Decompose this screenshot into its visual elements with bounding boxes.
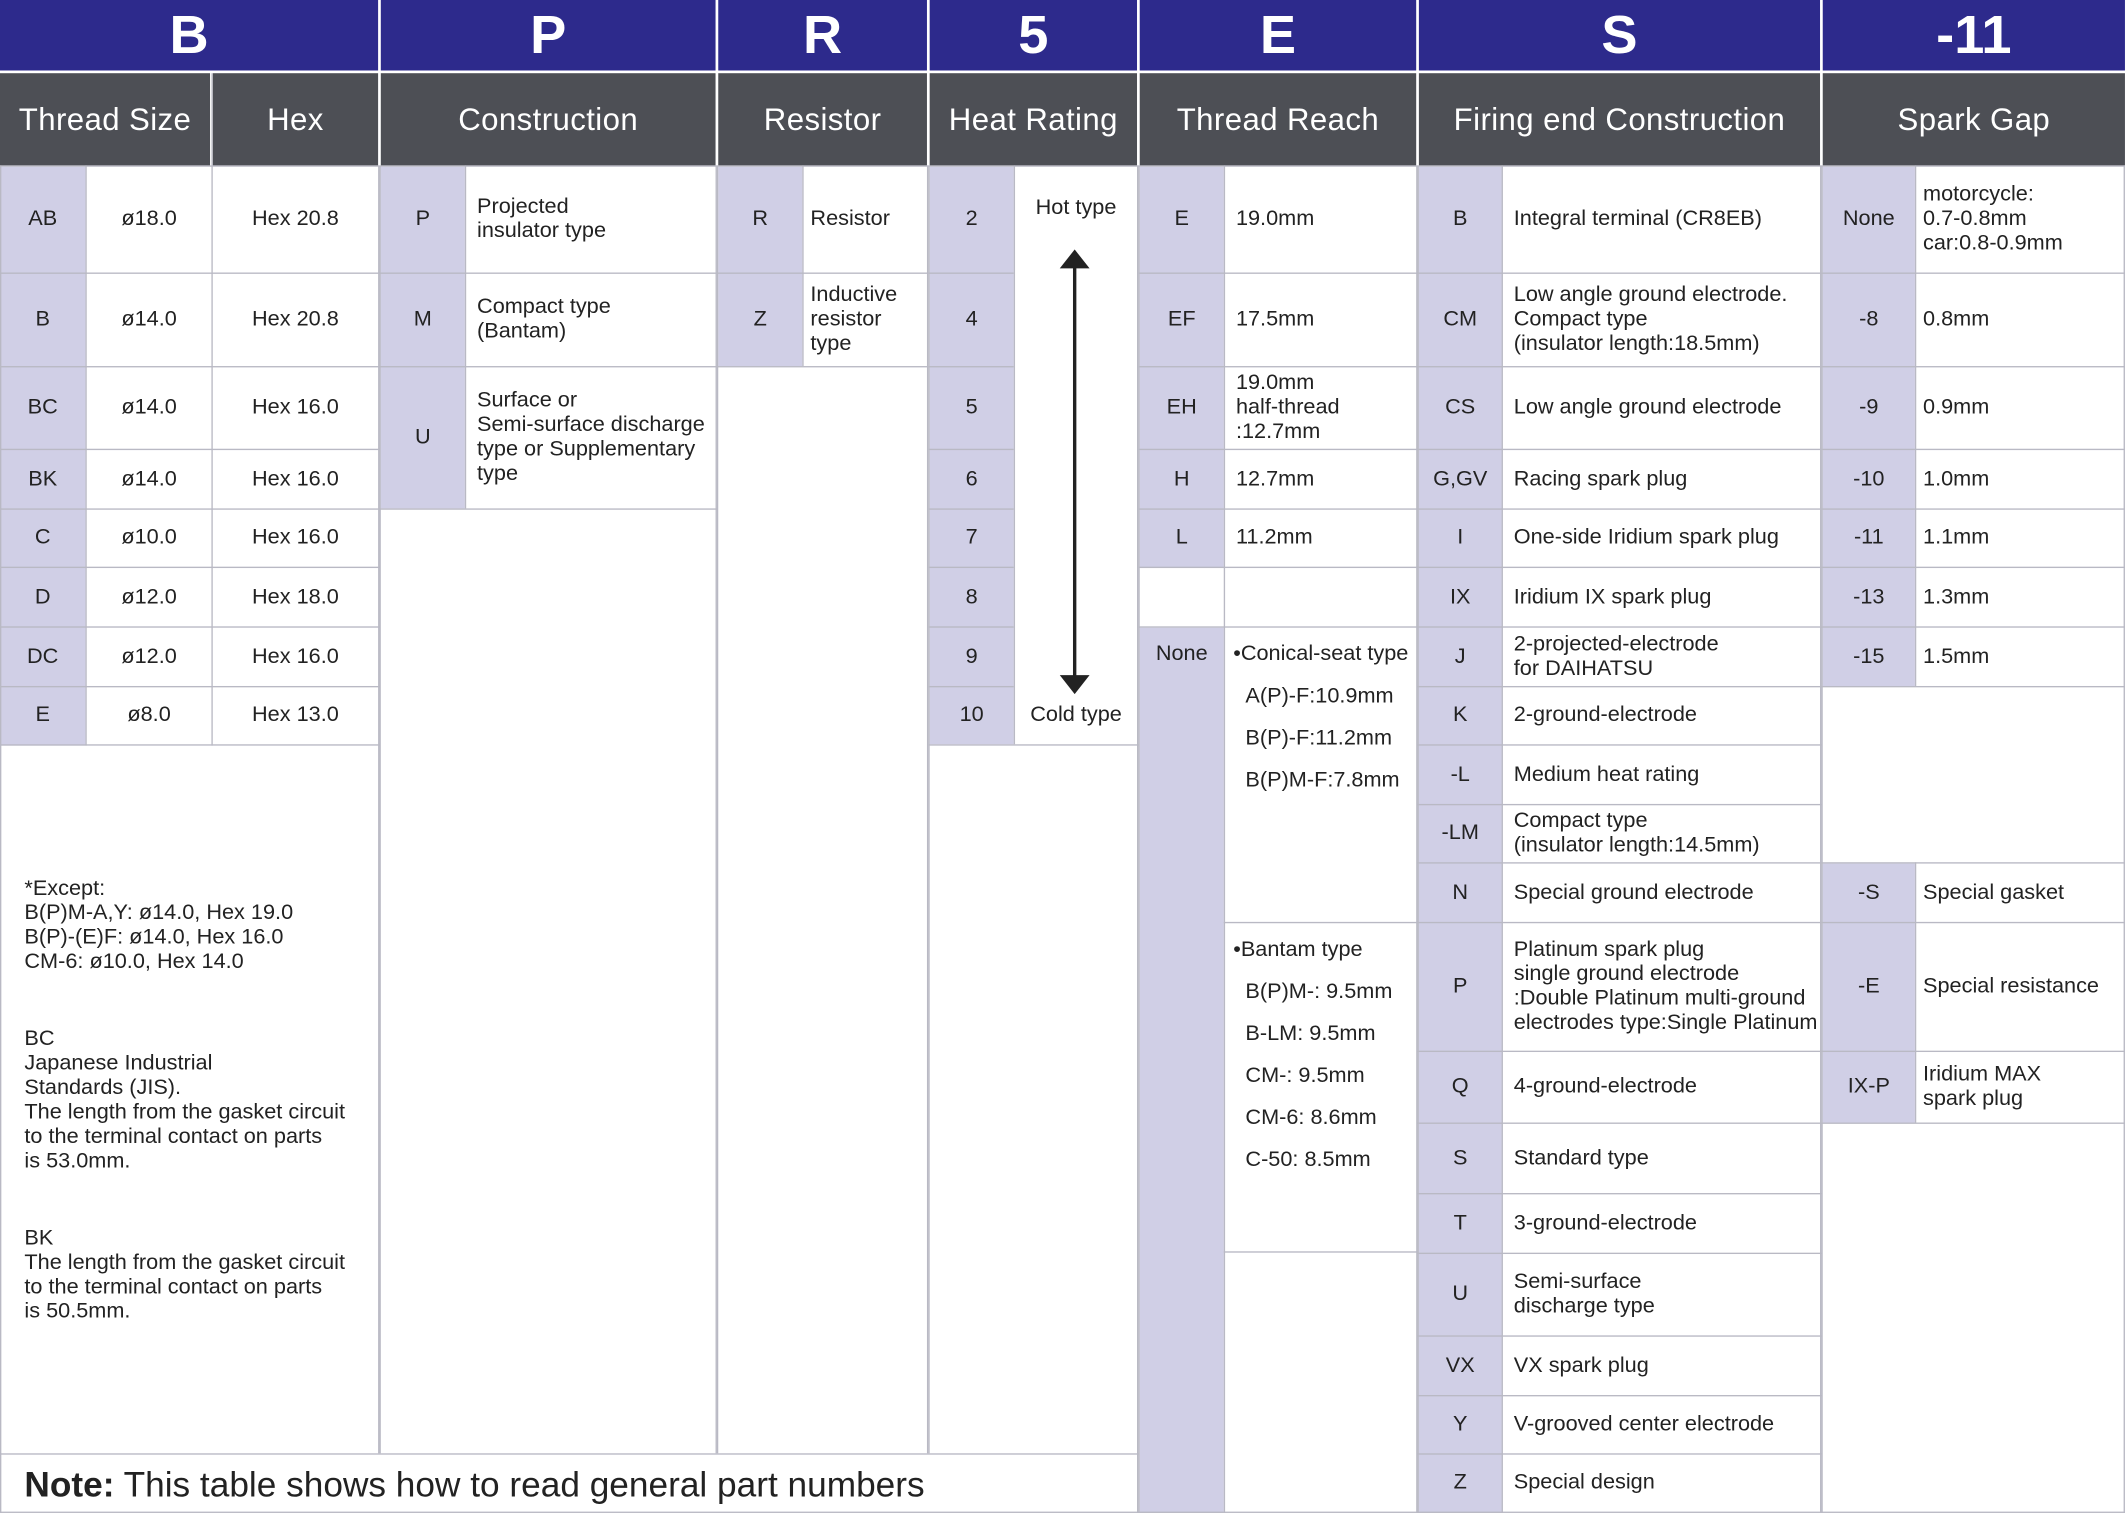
thread-diameter: ø14.0 [121,307,177,331]
cold-type-label: Cold type [1030,703,1122,727]
reach-code: L [1175,526,1188,550]
firing-desc: 3-ground-electrode [1513,1211,1697,1235]
conical-item: B(P)-F:11.2mm [1245,726,1393,750]
firing-code: Z [1453,1470,1467,1494]
thread-hex: Hex 16.0 [252,395,339,419]
firing-desc: Racing spark plug [1513,467,1688,491]
firing-code: N [1452,880,1469,904]
construction-desc: Compact type (Bantam) [477,295,611,343]
reach-code: E [1174,207,1189,231]
letter-b: B [0,0,378,70]
thread-code: E [35,703,50,727]
thread-diameter: ø12.0 [121,584,177,609]
thread-hex: Hex 16.0 [252,526,339,550]
gap-desc: 1.0mm [1923,467,1990,491]
firing-code: Q [1451,1075,1469,1099]
firing-desc: Platinum spark plug single ground electrode :Double Platinum multi-ground electrodes type:Single Platinum [1513,938,1818,1035]
heat-code: 7 [965,526,978,550]
firing-code: J [1454,644,1466,668]
heat-code: 9 [965,644,978,668]
gap-desc: motorcycle: 0.7-0.8mm car:0.8-0.9mm [1923,183,2063,255]
reach-desc: 12.7mm [1235,467,1315,491]
bantam-item: B-LM: 9.5mm [1245,1022,1376,1046]
firing-code: CM [1443,307,1478,331]
construction-desc: Projected insulator type [477,195,607,243]
heat-range-arrow-icon [1057,249,1092,694]
gap-extra-code: -E [1857,974,1880,998]
header-construction: Construction [381,73,716,165]
firing-desc: Medium heat rating [1513,762,1700,786]
thread-hex: Hex 16.0 [252,644,339,668]
gap-extra-desc: Special resistance [1923,974,2099,998]
header-spark-gap: Spark Gap [1823,73,2125,165]
firing-code: -L [1450,762,1470,786]
reach-desc: 19.0mm half-thread :12.7mm [1235,371,1340,444]
gap-extra-code: IX-P [1847,1075,1890,1099]
construction-code: P [415,207,431,231]
heat-code: 8 [965,584,978,609]
gap-code: None [1842,207,1895,231]
gap-desc: 1.1mm [1923,526,1990,550]
reach-code: EF [1167,307,1196,331]
header-resistor: Resistor [718,73,927,165]
letter-p: P [381,0,716,70]
header-thread-reach: Thread Reach [1140,73,1416,165]
firing-desc: Special design [1513,1470,1655,1494]
gap-desc: 1.3mm [1923,584,1990,609]
firing-code: P [1452,974,1468,998]
thread-diameter: ø8.0 [127,703,171,727]
bantam-item: C-50: 8.5mm [1245,1148,1371,1172]
letter-5: 5 [930,0,1137,70]
gap-desc: 0.9mm [1923,395,1990,419]
firing-code: -LM [1441,821,1479,845]
hot-type-label: Hot type [1035,196,1117,220]
firing-desc: Low angle ground electrode. Compact type (insulator length:18.5mm) [1513,283,1788,356]
bantam-item: CM-: 9.5mm [1245,1064,1365,1088]
bantam-title: •Bantam type [1233,938,1363,962]
thread-code: AB [28,207,58,231]
thread-hex: Hex 13.0 [252,703,339,727]
bk-note: BK The length from the gasket circuit to the terminal contact on parts is 50.5mm. [24,1226,345,1324]
reach-code: EH [1166,395,1197,419]
thread-diameter: ø14.0 [121,395,177,419]
thread-diameter: ø14.0 [121,467,177,491]
reach-desc: 19.0mm [1235,207,1315,231]
construction-code: U [414,425,431,449]
gap-desc: 1.5mm [1923,644,1990,668]
firing-code: K [1452,703,1468,727]
thread-code: BC [27,395,58,419]
conical-item: B(P)M-F:7.8mm [1245,768,1400,792]
firing-code: IX [1449,584,1471,609]
conical-seat-title: •Conical-seat type [1233,642,1409,666]
gap-code: -9 [1859,395,1879,419]
firing-desc: Standard type [1513,1146,1649,1170]
thread-hex: Hex 16.0 [252,467,339,491]
except-note: *Except: B(P)M-A,Y: ø14.0, Hex 19.0 B(P)-(E)F: ø14.0, Hex 16.0 CM-6: ø10.0, Hex 14.0 [24,877,294,974]
firing-desc: Integral terminal (CR8EB) [1513,207,1762,231]
bc-note: BC Japanese Industrial Standards (JIS). The length from the gasket circuit to the terminal contact on parts is 53.0mm. [24,1027,345,1173]
construction-desc: Surface or Semi-surface discharge type or Supplementary type [477,389,705,486]
thread-hex: Hex 18.0 [252,584,339,609]
letter-r: R [718,0,927,70]
reach-desc: 17.5mm [1235,307,1315,331]
letter-s: S [1419,0,1820,70]
firing-code: B [1452,207,1468,231]
gap-code: -13 [1853,584,1885,609]
firing-desc: Semi-surface discharge type [1513,1270,1655,1318]
gap-desc: 0.8mm [1923,307,1990,331]
heat-code: 4 [965,307,978,331]
firing-desc: 2-projected-electrode for DAIHATSU [1513,632,1719,680]
thread-hex: Hex 20.8 [252,307,339,331]
firing-desc: One-side Iridium spark plug [1513,526,1779,550]
gap-code: -15 [1853,644,1885,668]
bantam-item: CM-6: 8.6mm [1245,1106,1377,1130]
thread-code: DC [27,644,59,668]
firing-code: G,GV [1433,467,1488,491]
header-heat-rating: Heat Rating [930,73,1137,165]
firing-code: U [1452,1282,1469,1306]
heat-code: 10 [959,703,984,727]
firing-desc: Low angle ground electrode [1513,395,1782,419]
firing-code: CS [1445,395,1476,419]
resistor-code: Z [753,307,767,331]
firing-code: S [1452,1146,1468,1170]
thread-code: BK [28,467,58,491]
thread-hex: Hex 20.8 [252,207,339,231]
firing-code: T [1453,1211,1467,1235]
firing-desc: Iridium IX spark plug [1513,584,1712,609]
header-thread-size: Thread Size [0,73,210,165]
resistor-code: R [752,207,769,231]
firing-code: VX [1445,1353,1475,1377]
letter-e: E [1140,0,1416,70]
reach-desc: 11.2mm [1235,526,1313,550]
construction-code: M [413,307,432,331]
reach-none-code: None [1155,642,1208,666]
thread-diameter: ø18.0 [121,207,177,231]
reach-code: H [1173,467,1190,491]
thread-diameter: ø10.0 [121,526,177,550]
firing-desc: 4-ground-electrode [1513,1075,1697,1099]
footer-note [24,1464,924,1505]
firing-desc: V-grooved center electrode [1513,1412,1775,1436]
firing-code: I [1457,526,1464,550]
heat-code: 2 [965,207,978,231]
firing-desc: VX spark plug [1513,1353,1649,1377]
gap-code: -10 [1853,467,1885,491]
firing-desc: Compact type (insulator length:14.5mm) [1513,809,1760,857]
gap-extra-desc: Special gasket [1923,880,2065,904]
note-label: Note: [24,1464,115,1505]
conical-item: A(P)-F:10.9mm [1245,684,1394,708]
letter-11: -11 [1823,0,2125,70]
bantam-item: B(P)M-: 9.5mm [1245,980,1393,1004]
firing-desc: 2-ground-electrode [1513,703,1697,727]
resistor-desc: Resistor [810,207,890,231]
thread-code: C [34,526,51,550]
resistor-desc: Inductive resistor type [810,283,898,356]
header-hex: Hex [213,73,378,165]
thread-code: D [34,584,51,609]
firing-code: Y [1452,1412,1468,1436]
firing-desc: Special ground electrode [1513,880,1754,904]
gap-extra-desc: Iridium MAX spark plug [1923,1062,2042,1111]
gap-code: -8 [1859,307,1879,331]
gap-code: -11 [1853,526,1884,550]
thread-code: B [35,307,50,331]
header-firing-end: Firing end Construction [1419,73,1820,165]
note-text: This table shows how to read general part numbers [114,1464,925,1505]
heat-code: 5 [965,395,978,419]
heat-code: 6 [965,467,978,491]
gap-extra-code: -S [1857,880,1880,904]
thread-diameter: ø12.0 [121,644,177,668]
